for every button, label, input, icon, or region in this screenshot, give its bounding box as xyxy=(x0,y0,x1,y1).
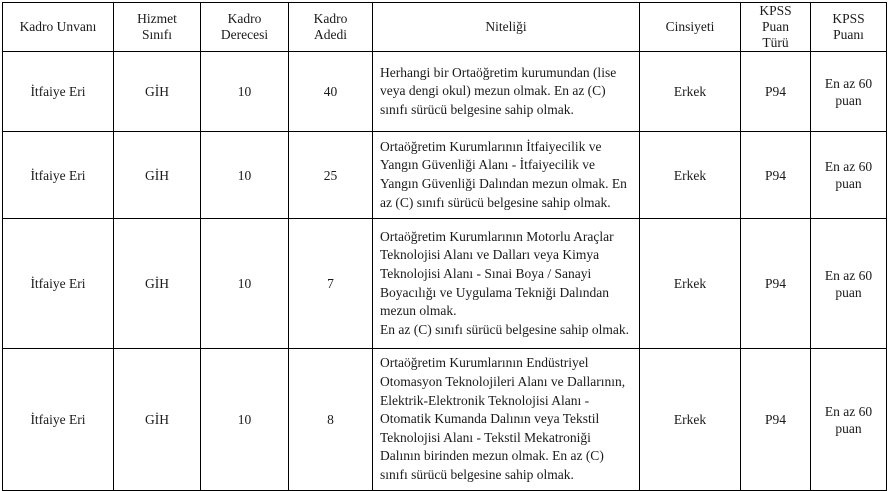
cell-kadro-adedi-text: 25 xyxy=(323,167,338,183)
column-header-hizmet-sinifi xyxy=(114,3,201,52)
cell-cinsiyeti-text: Erkek xyxy=(673,412,707,427)
cell-kadro-adedi-text: 7 xyxy=(327,276,334,291)
cell-niteligi xyxy=(373,52,640,132)
column-header-kpss-puani xyxy=(811,3,887,52)
cell-kadro-unvani xyxy=(3,52,114,132)
cell-hizmet-sinifi xyxy=(114,349,201,491)
cell-hizmet-sinifi-text: GİH xyxy=(145,84,169,99)
cell-kpss-puani-line-2: puan xyxy=(835,176,862,191)
column-header-kpss-puan-turu-line-2: Puan xyxy=(762,19,789,34)
cell-kpss-puan-turu xyxy=(741,52,811,132)
cell-niteligi-text xyxy=(373,350,639,488)
cell-kpss-puani-line-2: puan xyxy=(835,92,862,108)
cell-kadro-unvani-text: İtfaiye Eri xyxy=(30,276,86,291)
column-header-niteligi-line-1: Niteliği xyxy=(485,19,527,34)
cell-hizmet-sinifi-text: GİH xyxy=(145,276,169,291)
cell-kpss-puan-turu xyxy=(741,349,811,491)
cell-kpss-puan-turu xyxy=(741,219,811,349)
cell-kadro-unvani-text: İtfaiye Eri xyxy=(30,167,86,183)
cell-kadro-derecesi xyxy=(201,52,289,132)
column-header-hizmet-sinifi-line-1: Hizmet xyxy=(137,11,177,26)
table-row xyxy=(3,52,887,132)
cell-kadro-unvani xyxy=(3,349,114,491)
column-header-kpss-puan-turu-line-3: Türü xyxy=(762,35,789,50)
column-header-kadro-unvani-line-1: Kadro Unvanı xyxy=(19,19,97,34)
table-row xyxy=(3,349,887,491)
cell-kpss-puani-line-1: En az 60 xyxy=(824,159,873,174)
cell-kpss-puani xyxy=(811,52,887,132)
cell-kpss-puani-line-1: En az 60 xyxy=(824,403,873,419)
cell-kadro-derecesi xyxy=(201,219,289,349)
cell-cinsiyeti xyxy=(640,219,741,349)
cell-cinsiyeti xyxy=(640,349,741,491)
cell-kpss-puani-line-1: En az 60 xyxy=(824,75,873,91)
cell-hizmet-sinifi xyxy=(114,52,201,132)
cell-kadro-derecesi-text: 10 xyxy=(237,84,252,99)
cell-kpss-puani xyxy=(811,349,887,491)
cell-kadro-derecesi-text: 10 xyxy=(237,412,252,427)
cell-kadro-derecesi-text: 10 xyxy=(237,276,252,291)
column-header-hizmet-sinifi-line-2: Sınıfı xyxy=(141,27,172,42)
column-header-kadro-derecesi-line-1: Kadro xyxy=(227,11,262,26)
column-header-kpss-puani-line-1: KPSS xyxy=(832,11,865,26)
cell-kadro-adedi xyxy=(289,132,373,219)
cell-kpss-puani-text xyxy=(811,267,886,301)
cell-kpss-puani-line-2: puan xyxy=(835,420,862,436)
cell-kadro-derecesi xyxy=(201,349,289,491)
cell-kpss-puan-turu-text: P94 xyxy=(764,167,786,183)
cell-cinsiyeti xyxy=(640,132,741,219)
cell-kpss-puan-turu-text: P94 xyxy=(764,412,786,427)
column-header-niteligi xyxy=(373,3,640,52)
table-row xyxy=(3,132,887,219)
cell-hizmet-sinifi-text: GİH xyxy=(145,412,169,427)
column-header-kadro-derecesi-line-2: Derecesi xyxy=(220,27,269,42)
cell-kadro-derecesi-text: 10 xyxy=(237,167,252,183)
cell-kpss-puan-turu-text: P94 xyxy=(764,276,786,291)
column-header-kadro-derecesi xyxy=(201,3,289,52)
cell-cinsiyeti xyxy=(640,52,741,132)
cell-niteligi-paragraph: Ortaöğretim Kurumlarının Endüstriyel Otomasyon Teknolojileri Alanı ve Dallarının, Elektrik-Elektronik Teknolojisi Alanı - Otomatik Kumanda Dalının veya Tekstil Teknolojisi Alanı - Tekstil Mekatroniği Dalının birinden mezun olmak. En az (C) sınıfı sürücü belgesine sahip olmak. xyxy=(380,355,626,482)
cell-kadro-adedi xyxy=(289,219,373,349)
cell-kadro-adedi-text: 40 xyxy=(323,84,338,99)
column-header-kpss-puani-line-2: Puanı xyxy=(833,27,864,42)
cell-niteligi xyxy=(373,132,640,219)
kadro-table xyxy=(2,2,887,491)
cell-kadro-adedi xyxy=(289,52,373,132)
column-header-kpss-puan-turu-line-1: KPSS xyxy=(759,3,792,18)
cell-niteligi-paragraph: Herhangi bir Ortaöğretim kurumundan (lise veya dengi okul) mezun olmak. En az (C) sınıfı sürücü belgesine sahip olmak. xyxy=(380,64,617,117)
cell-niteligi-text xyxy=(373,60,639,124)
cell-hizmet-sinifi-text: GİH xyxy=(145,167,169,183)
cell-kadro-unvani-text: İtfaiye Eri xyxy=(30,84,86,99)
table-header xyxy=(3,3,887,52)
cell-niteligi-paragraph: Ortaöğretim Kurumlarının İtfaiyecilik ve Yangın Güvenliği Alanı - İtfaiyecilik ve Yangın Güvenliği Dalından mezun olmak. En az (C) sınıfı sürücü belgesine sahip olmak. xyxy=(380,138,627,210)
table-row xyxy=(3,219,887,349)
column-header-cinsiyeti xyxy=(640,3,741,52)
cell-hizmet-sinifi xyxy=(114,132,201,219)
cell-kpss-puani-text xyxy=(811,75,886,109)
cell-cinsiyeti-text: Erkek xyxy=(673,276,707,291)
cell-cinsiyeti-text: Erkek xyxy=(673,84,707,99)
cell-kadro-unvani-text: İtfaiye Eri xyxy=(30,412,86,427)
column-header-kadro-unvani xyxy=(3,3,114,52)
cell-niteligi xyxy=(373,349,640,491)
column-header-cinsiyeti-line-1: Cinsiyeti xyxy=(665,19,715,34)
cell-kpss-puani xyxy=(811,132,887,219)
cell-kadro-adedi-text: 8 xyxy=(327,412,334,427)
cell-niteligi xyxy=(373,219,640,349)
cell-kpss-puan-turu xyxy=(741,132,811,219)
table-body xyxy=(3,52,887,491)
column-header-kadro-adedi-line-2: Adedi xyxy=(314,27,347,42)
cell-niteligi-paragraph: En az (C) sınıfı sürücü belgesine sahip olmak. xyxy=(380,321,629,337)
column-header-kpss-puan-turu xyxy=(741,3,811,52)
cell-kadro-derecesi xyxy=(201,132,289,219)
cell-kpss-puani-text xyxy=(811,403,886,437)
column-header-kadro-adedi xyxy=(289,3,373,52)
cell-kpss-puani xyxy=(811,219,887,349)
cell-kadro-unvani xyxy=(3,219,114,349)
cell-kadro-adedi xyxy=(289,349,373,491)
header-row xyxy=(3,3,887,52)
cell-kpss-puani-line-2: puan xyxy=(835,284,862,300)
cell-kpss-puani-line-1: En az 60 xyxy=(824,267,873,283)
column-header-kadro-adedi-line-1: Kadro xyxy=(313,11,348,26)
cell-kpss-puan-turu-text: P94 xyxy=(764,84,786,99)
cell-niteligi-text xyxy=(373,134,639,216)
cell-niteligi-text xyxy=(373,224,639,344)
cell-cinsiyeti-text: Erkek xyxy=(673,167,707,183)
cell-hizmet-sinifi xyxy=(114,219,201,349)
cell-kadro-unvani xyxy=(3,132,114,219)
cell-niteligi-paragraph: Ortaöğretim Kurumlarının Motorlu Araçlar Teknolojisi Alanı ve Dalları veya Kimya Teknolojisi Alanı - Sınai Boya / Sanayi Boyacılığı ve Uygulama Tekniği Dalından mezun olmak. xyxy=(380,228,614,319)
cell-kpss-puani-text xyxy=(811,158,886,192)
